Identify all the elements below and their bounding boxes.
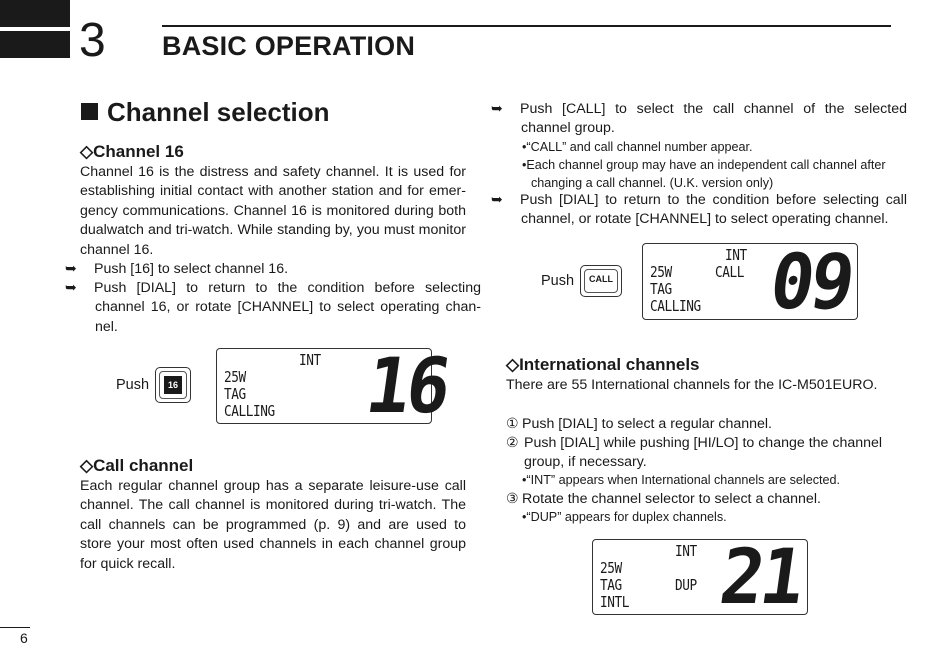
- push-label-call: Push: [541, 273, 575, 289]
- lcd-dup: DUP: [675, 576, 697, 594]
- international-intro: There are 55 International channels for the IC-M501EURO.: [506, 377, 878, 393]
- key-call-label: CALL: [589, 274, 613, 284]
- lcd-power: 25W: [650, 263, 672, 281]
- call-step-2: [491, 191, 907, 230]
- channel16-heading: ◇Channel 16: [80, 142, 184, 161]
- step-number-1: ①: [506, 416, 519, 432]
- key-call-button[interactable]: [580, 265, 622, 297]
- key-16-face: 16: [164, 376, 182, 394]
- lcd-int: INT: [725, 246, 747, 264]
- lcd-channel-number: 21: [714, 532, 807, 621]
- lcd-tag: TAG: [224, 385, 246, 403]
- step-number-2: ②: [506, 435, 519, 451]
- international-step-2-text: Push [DIAL] while pushing [HI/LO] to change the channel group, if necessary.: [524, 435, 883, 471]
- channel16-step-1-text: Push [16] to select channel 16.: [94, 261, 289, 277]
- chapter-number: 3: [79, 14, 106, 67]
- key-16-button[interactable]: [155, 367, 191, 403]
- lcd-int: INT: [299, 351, 321, 369]
- call-step-1: [491, 100, 907, 139]
- call-channel-heading: ◇Call channel: [80, 456, 194, 475]
- international-step-3: [506, 490, 892, 509]
- lcd-intl: INTL: [600, 593, 630, 611]
- lcd-call: CALL: [715, 263, 745, 281]
- lcd-tag: TAG: [650, 280, 672, 298]
- international-note-2: •“INT” appears when International channels are selected.: [522, 473, 841, 487]
- call-step-1-text: Push [CALL] to select the call channel of the selected channel group.: [520, 101, 907, 137]
- call-note-1: •“CALL” and call channel number appear.: [522, 140, 753, 154]
- lcd-display-call: [642, 237, 858, 326]
- arrow-icon: ➥: [65, 280, 77, 296]
- push-label-16: Push: [116, 377, 150, 393]
- header-rule: [162, 25, 891, 27]
- square-bullet-icon: [81, 103, 98, 120]
- international-step-3-text: Rotate the channel selector to select a channel.: [522, 491, 821, 507]
- international-step-2: [506, 434, 912, 473]
- international-step-1-text: Push [DIAL] to select a regular channel.: [522, 416, 772, 432]
- lcd-tag: TAG: [600, 576, 622, 594]
- channel16-step-2-text: Push [DIAL] to return to the condition before selecting channel 16, or rotate [CHANNEL] to select operating chan-nel.: [94, 280, 481, 335]
- chapter-tab-bar-top: [0, 0, 70, 27]
- call-channel-paragraph: Each regular channel group has a separate leisure-use call channel. The call channel is monitored during tri-watch. The call channels can be programmed (p. 9) and are used to store your most often used channels in each channel group for quick recall.: [80, 478, 466, 572]
- call-step-2-text: Push [DIAL] to return to the condition before selecting call channel, or rotate [CHANNEL] to select operating channel.: [520, 192, 907, 228]
- lcd-channel-number: 09: [764, 237, 857, 326]
- lcd-power: 25W: [224, 368, 246, 386]
- international-step-1: [506, 415, 892, 434]
- chapter-title: BASIC OPERATION: [162, 31, 416, 61]
- lcd-calling: CALLING: [650, 297, 701, 315]
- chapter-tab-bar-bottom: [0, 31, 70, 58]
- lcd-int: INT: [675, 542, 697, 560]
- page-number: 6: [20, 630, 28, 646]
- channel16-step-2: [65, 279, 481, 337]
- lcd-channel-number: 16: [360, 341, 453, 430]
- step-number-3: ③: [506, 491, 519, 507]
- channel16-step-1: [65, 260, 481, 279]
- international-note-3: •“DUP” appears for duplex channels.: [522, 510, 727, 524]
- arrow-icon: ➥: [491, 101, 503, 117]
- call-note-2: •Each channel group may have an independent call channel after changing a call channel. (U.K. version only): [522, 158, 886, 190]
- lcd-display-16: [216, 341, 453, 430]
- section-title-text: Channel selection: [107, 97, 330, 127]
- lcd-display-international: [592, 532, 808, 621]
- section-title: [81, 97, 330, 128]
- international-heading: ◇International channels: [506, 355, 700, 374]
- lcd-calling: CALLING: [224, 402, 275, 420]
- footer-rule: [0, 627, 30, 628]
- channel16-paragraph: Channel 16 is the distress and safety channel. It is used for establishing initial contact with another station and for emer-gency communications. Channel 16 is monitored during both dualwatch and tri-watch. While standing by, you must monitor channel 16.: [80, 164, 466, 258]
- arrow-icon: ➥: [491, 192, 503, 208]
- lcd-power: 25W: [600, 559, 622, 577]
- arrow-icon: ➥: [65, 261, 77, 277]
